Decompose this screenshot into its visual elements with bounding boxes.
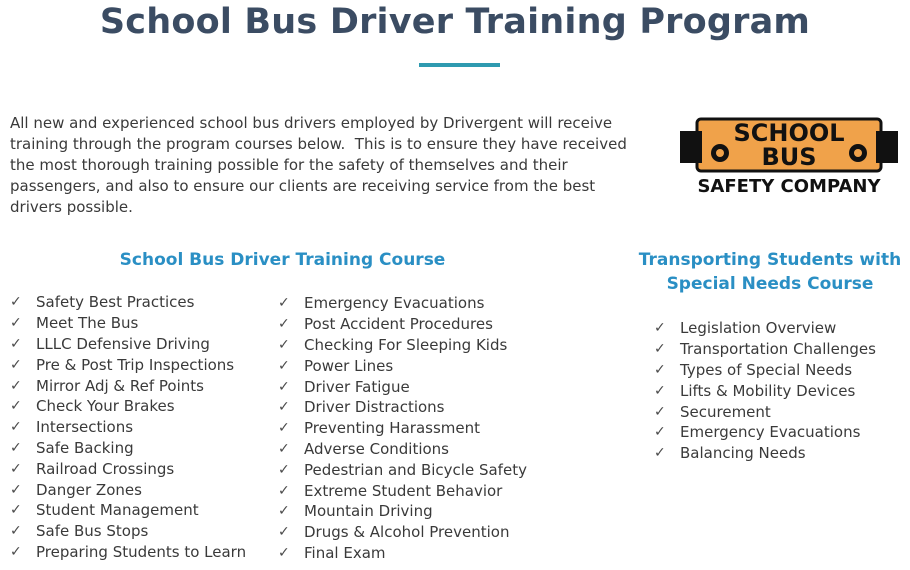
list-item-label: Check Your Brakes <box>36 397 175 416</box>
checkmark-icon: ✓ <box>278 316 290 333</box>
course1-heading: School Bus Driver Training Course <box>119 250 446 270</box>
list-item-label: Types of Special Needs <box>680 360 853 379</box>
logo-text-school: SCHOOL <box>733 119 845 147</box>
list-item <box>278 335 527 356</box>
list-item-label: Transportation Challenges <box>680 340 876 359</box>
list-item <box>10 438 246 459</box>
checkmark-icon: ✓ <box>278 336 290 353</box>
course1-list-right <box>278 293 527 563</box>
course1-list-left <box>10 292 246 562</box>
checkmark-icon: ✓ <box>278 399 290 416</box>
list-item <box>10 500 246 521</box>
list-item-label: Pedestrian and Bicycle Safety <box>304 460 527 479</box>
list-item <box>278 293 527 314</box>
list-item-label: Legislation Overview <box>680 319 837 338</box>
list-item <box>654 443 876 464</box>
list-item-label: Student Management <box>36 501 199 520</box>
list-item <box>654 401 876 422</box>
list-item <box>654 422 876 443</box>
course2-heading <box>630 248 910 296</box>
checkmark-icon: ✓ <box>278 357 290 374</box>
list-item-label: Mirror Adj & Ref Points <box>36 376 204 395</box>
list-item-label: Preventing Harassment <box>304 419 480 438</box>
list-item <box>278 543 527 564</box>
list-item <box>278 439 527 460</box>
list-item-label: Emergency Evacuations <box>680 423 861 442</box>
checkmark-icon: ✓ <box>654 424 666 441</box>
list-item-label: Adverse Conditions <box>304 439 449 458</box>
list-item <box>10 334 246 355</box>
checkmark-icon: ✓ <box>10 335 22 352</box>
list-item <box>278 397 527 418</box>
list-item <box>10 313 246 334</box>
checkmark-icon: ✓ <box>278 461 290 478</box>
checkmark-icon: ✓ <box>278 378 290 395</box>
list-item-label: Mountain Driving <box>304 502 433 521</box>
list-item <box>10 458 246 479</box>
list-item <box>10 375 246 396</box>
list-item-label: Post Accident Procedures <box>304 315 493 334</box>
checkmark-icon: ✓ <box>10 315 22 332</box>
list-item <box>278 418 527 439</box>
checkmark-icon: ✓ <box>654 361 666 378</box>
list-item <box>10 396 246 417</box>
checkmark-icon: ✓ <box>10 502 22 519</box>
list-item <box>10 521 246 542</box>
school-bus-safety-logo <box>679 117 899 197</box>
list-item-label: Meet The Bus <box>36 314 139 333</box>
checkmark-icon: ✓ <box>278 420 290 437</box>
checkmark-icon: ✓ <box>10 398 22 415</box>
list-item <box>278 314 527 335</box>
checkmark-icon: ✓ <box>278 440 290 457</box>
list-item-label: Railroad Crossings <box>36 459 175 478</box>
course2-heading-line2: Special Needs Course <box>666 274 874 294</box>
list-item <box>278 522 527 543</box>
list-item-label: Lifts & Mobility Devices <box>680 381 856 400</box>
list-item-label: Safe Backing <box>36 438 134 457</box>
checkmark-icon: ✓ <box>10 419 22 436</box>
list-item <box>278 501 527 522</box>
checkmark-icon: ✓ <box>10 294 22 311</box>
list-item <box>10 417 246 438</box>
list-item <box>10 292 246 313</box>
list-item-label: Pre & Post Trip Inspections <box>36 355 235 374</box>
list-item-label: Final Exam <box>304 543 386 562</box>
list-item <box>278 480 527 501</box>
list-item <box>10 542 246 563</box>
list-item-label: Preparing Students to Learn <box>36 542 247 561</box>
list-item-label: Balancing Needs <box>680 444 806 463</box>
title-divider <box>419 63 500 67</box>
checkmark-icon: ✓ <box>278 503 290 520</box>
list-item <box>654 339 876 360</box>
list-item-label: Driver Fatigue <box>304 377 410 396</box>
checkmark-icon: ✓ <box>10 543 22 560</box>
checkmark-icon: ✓ <box>10 481 22 498</box>
checkmark-icon: ✓ <box>10 377 22 394</box>
checkmark-icon: ✓ <box>10 356 22 373</box>
checkmark-icon: ✓ <box>10 439 22 456</box>
list-item-label: Extreme Student Behavior <box>304 481 503 500</box>
checkmark-icon: ✓ <box>278 482 290 499</box>
checkmark-icon: ✓ <box>654 341 666 358</box>
checkmark-icon: ✓ <box>654 403 666 420</box>
checkmark-icon: ✓ <box>278 295 290 312</box>
logo-text-bus: BUS <box>761 143 817 171</box>
course2-list <box>654 318 876 464</box>
intro-paragraph: All new and experienced school bus drivers employed by Drivergent will receive training through the program courses below. This is to ensure they have received the most thorough training possible for the safety of themselves and their passengers, and also to ensure our clients are receiving service from the best drivers possible. <box>10 114 632 216</box>
list-item-label: Intersections <box>36 418 134 437</box>
list-item <box>10 354 246 375</box>
list-item-label: Danger Zones <box>36 480 142 499</box>
list-item <box>654 380 876 401</box>
list-item-label: Power Lines <box>304 356 394 375</box>
list-item <box>278 459 527 480</box>
checkmark-icon: ✓ <box>278 544 290 561</box>
list-item <box>278 376 527 397</box>
checkmark-icon: ✓ <box>10 460 22 477</box>
checkmark-icon: ✓ <box>10 523 22 540</box>
course2-heading-line1: Transporting Students with <box>638 250 902 270</box>
list-item <box>10 479 246 500</box>
list-item-label: Securement <box>680 402 771 421</box>
list-item <box>278 355 527 376</box>
list-item-label: Driver Distractions <box>304 398 445 417</box>
list-item-label: Drugs & Alcohol Prevention <box>304 523 510 542</box>
list-item-label: Emergency Evacuations <box>304 294 485 313</box>
checkmark-icon: ✓ <box>278 524 290 541</box>
list-item-label: LLLC Defensive Driving <box>36 334 210 353</box>
list-item-label: Safe Bus Stops <box>36 522 149 541</box>
checkmark-icon: ✓ <box>654 320 666 337</box>
list-item-label: Checking For Sleeping Kids <box>304 335 508 354</box>
list-item <box>654 360 876 381</box>
checkmark-icon: ✓ <box>654 382 666 399</box>
list-item-label: Safety Best Practices <box>36 293 195 312</box>
page-title: School Bus Driver Training Program <box>99 2 811 42</box>
checkmark-icon: ✓ <box>654 445 666 462</box>
logo-text-safety-company: SAFETY COMPANY <box>697 176 881 197</box>
list-item <box>654 318 876 339</box>
